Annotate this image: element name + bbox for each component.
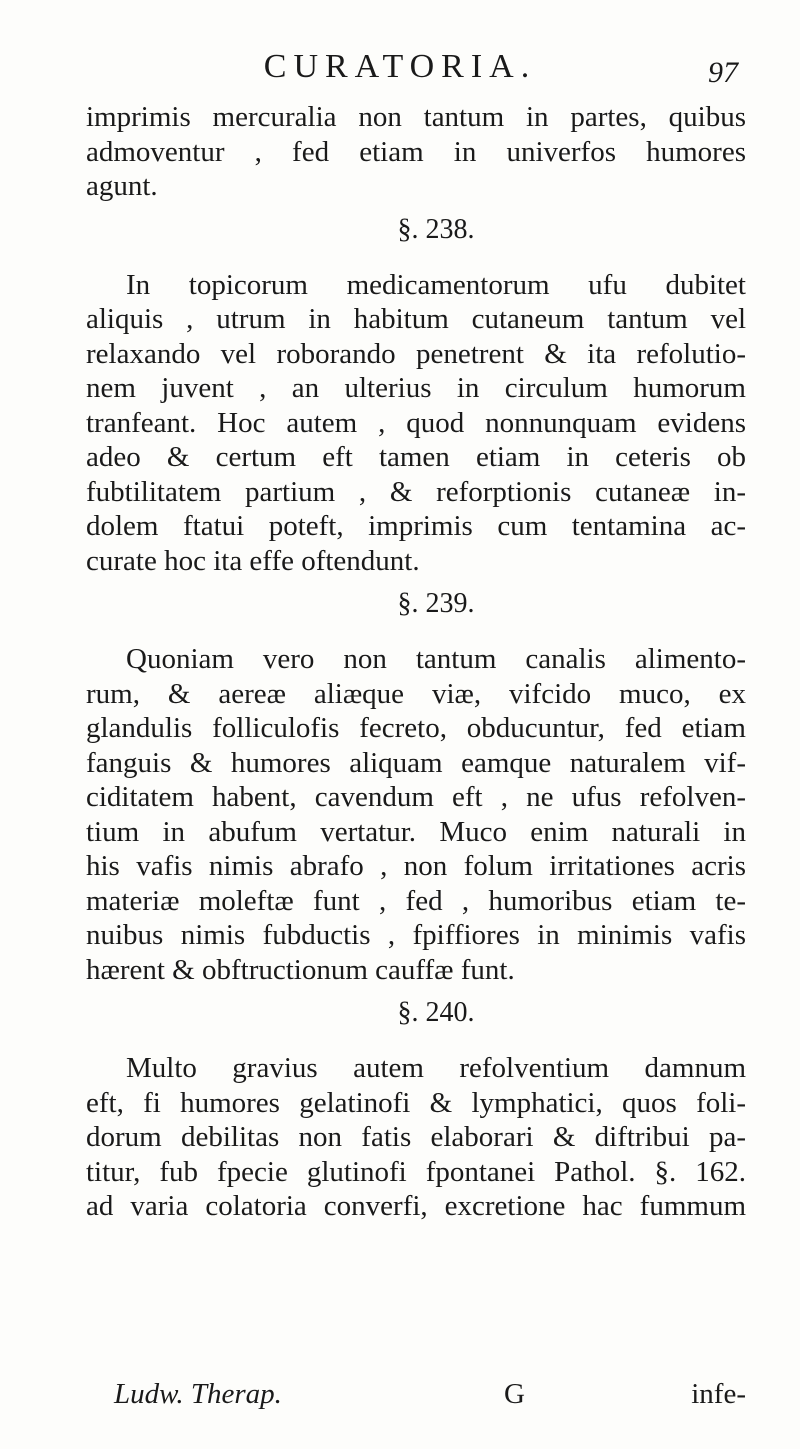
text-line: imprimis mercuralia non tantum in partes, quibus [86,101,746,133]
text-line: admoventur , fed etiam in univerfos humores [86,135,746,168]
text-line: nem juvent , an ulterius in circulum humorum [86,372,746,404]
text-line: his vafis nimis abrafo , non folum irritationes acris [86,850,746,882]
text-line: Quoniam vero non tantum canalis alimento- [126,643,746,675]
body-text [86,100,746,1224]
text-line: tium in abufum vertatur. Muco enim naturali in [86,815,746,848]
section-number-238: §. 238. [397,213,475,245]
page-footer [114,1378,746,1414]
page-number: 97 [708,56,738,89]
text-line: agunt. [86,170,158,202]
text-line: fubtilitatem partium , & reforptionis cutaneæ in- [86,475,746,508]
text-line: relaxando vel roborando penetrent & ita refolutio- [86,337,746,370]
text-line: hærent & obftructionum cauffæ funt. [86,953,515,986]
text-line: rum, & aereæ aliæque viæ, vifcido muco, ex [86,677,746,710]
signature-mark: G [504,1378,525,1410]
text-line: fanguis & humores aliquam eamque naturalem vif- [86,746,746,779]
running-head: CURATORIA. [263,48,537,85]
section-number-239: §. 239. [397,588,475,619]
text-line: materiæ moleftæ funt , fed , humoribus etiam te- [86,884,746,917]
section-number-240: §. 240. [397,997,475,1028]
text-line: ciditatem habent, cavendum eft , ne ufus refolven- [86,781,746,813]
text-line: dorum debilitas non fatis elaborari & diftribui pa- [86,1121,746,1153]
text-line: adeo & certum eft tamen etiam in ceteris ob [86,441,746,473]
text-line: titur, fub fpecie glutinofi fpontanei Pathol. §. 162. [86,1155,746,1188]
text-line: nuibus nimis fubductis , fpiffiores in minimis vafis [86,919,746,951]
text-line: tranfeant. Hoc autem , quod nonnunquam evidens [86,406,746,439]
signature-title: Ludw. Therap. [114,1378,282,1410]
text-line: glandulis folliculofis fecreto, obducuntur, fed etiam [86,712,746,744]
text-line: In topicorum medicamentorum ufu dubitet [126,268,746,301]
text-line: aliquis , utrum in habitum cutaneum tantum vel [86,303,746,335]
text-line: Multo gravius autem refolventium damnum [126,1052,746,1084]
text-line: ad varia colatoria converfi, excretione hac fummum [86,1190,746,1222]
catchword: infe- [691,1378,746,1410]
text-line: curate hoc ita effe oftendunt. [86,544,420,577]
text-line: dolem ftatui poteft, imprimis cum tentamina ac- [86,510,746,542]
text-line: eft, fi humores gelatinofi & lymphatici, quos foli- [86,1086,746,1119]
